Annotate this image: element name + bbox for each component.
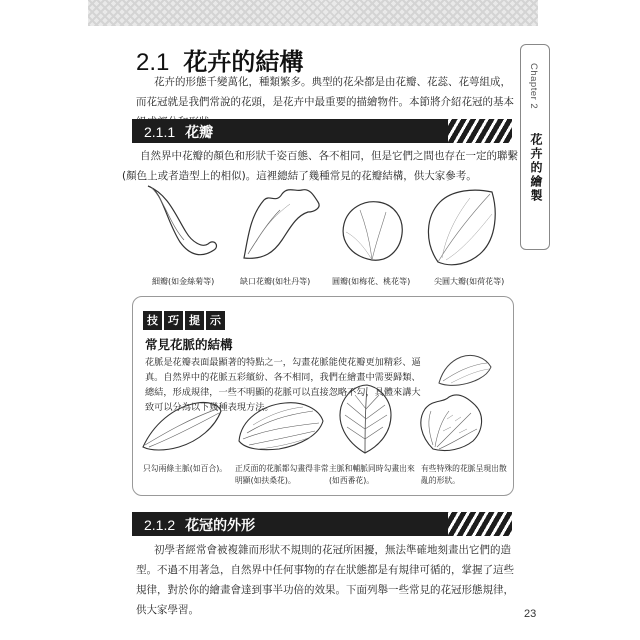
tip-text: 花脈是花瓣表面最顯著的特點之一，勾畫花脈能使花瓣更加精彩、逼真。自然界中的花脈五彩繽紛、各不相同，我們在繪畫中需要歸類、總結，形成規律，一些不明顯的花脈可以直接忽略不勾，具體來講大致可以分為以下幾種表現方法。 bbox=[145, 357, 421, 413]
vein-flower-sketch bbox=[433, 347, 497, 389]
subsection-number: 2.1.1 bbox=[144, 124, 176, 140]
pointed-round-petal-illustration bbox=[420, 186, 502, 268]
vein-illustration-irregular bbox=[413, 391, 489, 453]
tip-badge bbox=[143, 311, 225, 330]
chapter-title: 花卉的繪製 bbox=[529, 133, 543, 203]
vein-caption: 有些特殊的花脈呈現出散亂的形狀。 bbox=[421, 464, 507, 485]
vein-caption: 正反面的花脈都勾畫得非常明顯(如扶桑花)。 bbox=[235, 464, 329, 485]
tip-badge-char: 提 bbox=[185, 311, 204, 330]
subsection-bar-petals bbox=[132, 119, 512, 143]
bar-stripes bbox=[448, 119, 512, 143]
vein-caption: 主脈和輔脈同時勾畫出來(如西番花)。 bbox=[329, 464, 415, 485]
petal-caption: 缺口花瓣(如牡丹等) bbox=[240, 277, 311, 286]
tip-badge-char: 技 bbox=[143, 311, 162, 330]
subsection-heading bbox=[144, 515, 255, 535]
chapter-tab bbox=[520, 44, 550, 250]
vein-illustration-hibiscus bbox=[233, 397, 327, 453]
notched-petal-illustration bbox=[234, 182, 326, 270]
petal-caption: 圓瓣(如梅花、桃花等) bbox=[332, 277, 411, 286]
subsection-bar-corolla bbox=[132, 512, 512, 536]
intro-paragraph: 花卉的形態千變萬化，種類繁多。典型的花朵都是由花瓣、花蕊、花萼組成，而花冠就是我們常說的花頭，是花卉中最重要的描繪物件。本節將介紹花冠的基本 bbox=[136, 76, 514, 108]
thin-petal-illustration bbox=[140, 180, 230, 270]
bar-stripes bbox=[448, 512, 512, 536]
chapter-label: Chapter 2 bbox=[528, 63, 539, 110]
petal-caption: 尖圓大瓣(如荷花等) bbox=[434, 277, 505, 286]
petal-caption: 細瓣(如金絲菊等) bbox=[152, 277, 215, 286]
corolla-paragraph: 初學者經常會被複雜而形狀不規則的花冠所困擾，無法準確地刻畫出它們的造型。不過不用著急，自然界中任何事物的存在狀態都是有規律可循的，掌握了這些規律，對於你的繪畫會達到事半功倍的效果。下面列舉一些常見的花冠形態規律，供大家學習。 bbox=[136, 544, 514, 616]
subsection-title: 花瓣 bbox=[185, 125, 214, 141]
section-number: 2.1 bbox=[136, 49, 170, 76]
vein-illustration-two-main bbox=[139, 397, 225, 453]
petal-paragraph: 自然界中花瓣的顏色和形狀千姿百態、各不相同，但是它們之間也存在一定的聯繫(顏色上或者造型上的相似)。這裡總結了幾種常見的花瓣結構，供大家參考。 bbox=[122, 150, 518, 182]
tip-badge-char: 巧 bbox=[164, 311, 183, 330]
section-title: 花卉的結構 bbox=[183, 48, 304, 76]
round-petal-illustration bbox=[336, 196, 408, 266]
subsection-heading bbox=[144, 122, 213, 142]
tip-title: 常見花脈的結構 bbox=[145, 337, 233, 352]
tip-badge-char: 示 bbox=[206, 311, 225, 330]
subsection-number: 2.1.2 bbox=[144, 517, 176, 533]
page-number: 23 bbox=[524, 608, 537, 620]
vein-caption: 只勾兩條主脈(如百合)。 bbox=[143, 464, 228, 473]
tip-box bbox=[132, 296, 514, 496]
vein-illustration-main-and-secondary bbox=[333, 383, 397, 455]
subsection-title: 花冠的外形 bbox=[185, 518, 256, 534]
header-pattern bbox=[88, 0, 538, 26]
